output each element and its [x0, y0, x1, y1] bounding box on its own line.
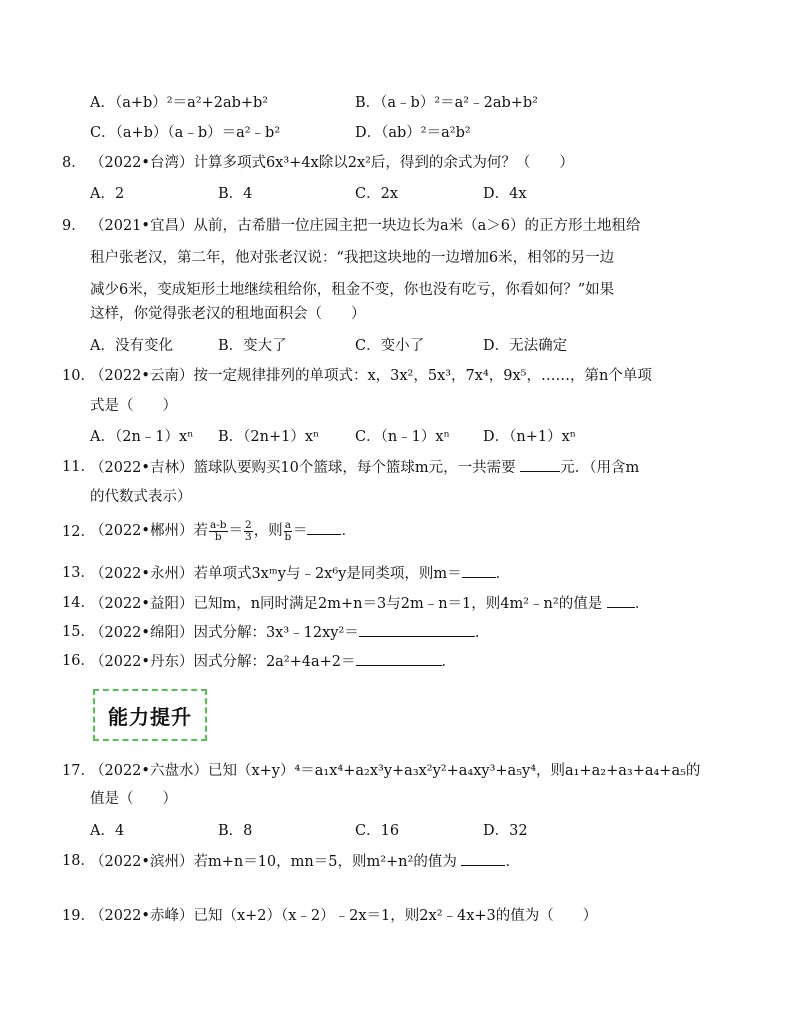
q12-fraction2-numerator: 2 [245, 518, 252, 531]
q9-number: 9． [62, 218, 86, 234]
q12-fraction1-denominator: b [214, 530, 222, 543]
q15-number: 15． [62, 624, 95, 640]
q12-fraction1-numerator: a-b [209, 518, 227, 531]
q12-fraction3-denominator: b [284, 530, 292, 543]
q16-answer-blank[interactable] [356, 651, 442, 666]
q17-option-d: D．32 [483, 823, 528, 839]
q8-option-d: D．4x [483, 186, 527, 202]
q9-stem-line4: 这样，你觉得张老汉的租地面积会（ ） [90, 306, 366, 322]
q14-period: ． [634, 596, 650, 612]
q12-answer-blank[interactable] [307, 520, 341, 535]
q14-answer-blank[interactable] [607, 593, 635, 608]
q10-stem-line1: （2022•云南）按一定规律排列的单项式：x，3x²，5x³，7x⁴，9x⁵，……，第n个单项 [90, 368, 652, 384]
q13-stem [90, 563, 510, 584]
q9-stem-line1: （2021•宜昌）从前，古希腊一位庄园主把一块边长为a米（a＞6）的正方形土地租给 [90, 218, 641, 234]
q11-stem-line2: 的代数式表示） [90, 489, 192, 505]
q7-option-b: B．（a﹣b）²＝a²﹣2ab+b² [355, 95, 538, 111]
q10-option-a: A．（2n﹣1）xⁿ [90, 429, 194, 445]
q12-equals-2: ＝ [292, 523, 308, 539]
q18-answer-blank[interactable] [461, 851, 505, 866]
q15-stem [90, 622, 489, 643]
q18-text: （2022•滨州）若m+n＝10，mn＝5，则m²+n²的值为 [90, 854, 462, 870]
q12-fraction2-denominator: 3 [245, 530, 252, 543]
q12-stem [90, 516, 356, 546]
q11-answer-blank[interactable] [520, 457, 560, 472]
q13-text: （2022•永州）若单项式3xᵐy与﹣2x⁶y是同类项，则m＝ [90, 566, 462, 582]
q10-option-b: B．（2n+1）xⁿ [218, 429, 320, 445]
q13-period: ． [495, 566, 511, 582]
q12-fraction-a-minus-b-over-b [209, 520, 228, 543]
q12-number: 12． [62, 524, 95, 540]
q7-option-c: C．（a+b）（a﹣b）＝a²﹣b² [90, 125, 281, 141]
q19-stem: （2022•赤峰）已知（x+2）（x﹣2）﹣2x＝1，则2x²﹣4x+3的值为（ ） [90, 908, 598, 924]
q11-text-before-blank: （2022•吉林）篮球队要购买10个篮球，每个篮球m元，一共需要 [90, 460, 521, 476]
q18-stem [90, 851, 520, 872]
q10-option-d: D．（n+1）xⁿ [483, 429, 577, 445]
q12-text-pre: （2022•郴州）若 [90, 523, 208, 539]
q16-period: ． [441, 654, 457, 670]
q18-number: 18． [62, 853, 95, 869]
q17-stem-line2: 值是（ ） [90, 791, 177, 807]
q9-stem-line3: 减少6米，变成矩形土地继续租给你，租金不变，你也没有吃亏，你看如何？”如果 [90, 282, 615, 298]
q17-option-b: B．8 [218, 823, 253, 839]
q8-stem: （2022•台湾）计算多项式6x³+4x除以2x²后，得到的余式为何？（ ） [90, 155, 574, 171]
q8-number: 8． [62, 155, 86, 171]
q7-option-a: A．（a+b）²＝a²+2ab+b² [90, 95, 269, 111]
q15-answer-blank[interactable] [359, 622, 475, 637]
q12-fraction-a-over-b [284, 520, 292, 543]
q10-option-c: C．（n﹣1）xⁿ [355, 429, 450, 445]
q9-stem-line2: 租户张老汉，第二年，他对张老汉说：“我把这块地的一边增加6米，相邻的另一边 [90, 250, 615, 266]
q7-option-d: D．（ab）²＝a²b² [355, 125, 471, 141]
q15-text: （2022•绵阳）因式分解：3x³﹣12xy²＝ [90, 625, 359, 641]
q16-stem [90, 651, 456, 672]
q18-period: ． [505, 854, 520, 870]
q17-number: 17． [62, 763, 95, 779]
q10-stem-line2: 式是（ ） [90, 398, 177, 414]
q12-text-mid: ，则 [253, 523, 283, 539]
q9-option-c: C．变小了 [355, 338, 425, 354]
q12-fraction-two-thirds [244, 520, 253, 543]
q17-option-a: A．4 [90, 823, 125, 839]
section-header-box [93, 689, 207, 741]
q9-option-a: A．没有变化 [90, 338, 173, 354]
q15-period: ． [474, 625, 490, 641]
q11-number: 11． [62, 459, 95, 475]
q8-option-a: A．2 [90, 186, 125, 202]
q8-option-b: B．4 [218, 186, 253, 202]
q16-number: 16． [62, 653, 95, 669]
q14-text: （2022•益阳）已知m，n同时满足2m+n＝3与2m﹣n＝1，则4m²﹣n²的值是 [90, 596, 607, 612]
q10-number: 10． [62, 368, 95, 384]
q12-fraction3-numerator: a [284, 518, 291, 531]
q14-number: 14． [62, 595, 95, 611]
q19-number: 19． [62, 908, 95, 924]
q13-answer-blank[interactable] [462, 563, 496, 578]
q17-option-c: C．16 [355, 823, 400, 839]
q12-equals: ＝ [228, 523, 243, 539]
q12-period: ． [341, 523, 356, 539]
q8-option-c: C．2x [355, 186, 398, 202]
q13-number: 13． [62, 565, 95, 581]
q9-option-b: B．变大了 [218, 338, 287, 354]
section-title: 能力提升 [108, 704, 192, 729]
q16-text: （2022•丹东）因式分解：2a²+4a+2＝ [90, 654, 356, 670]
q11-stem-line1 [90, 457, 639, 478]
q14-stem [90, 593, 649, 614]
q9-option-d: D．无法确定 [483, 338, 568, 354]
q17-stem-line1: （2022•六盘水）已知（x+y）⁴＝a₁x⁴+a₂x³y+a₃x²y²+a₄xy³+a₅y⁴，则a₁+a₂+a₃+a₄+a₅的 [90, 763, 701, 779]
q11-text-after-blank: 元．（用含m [560, 460, 640, 476]
